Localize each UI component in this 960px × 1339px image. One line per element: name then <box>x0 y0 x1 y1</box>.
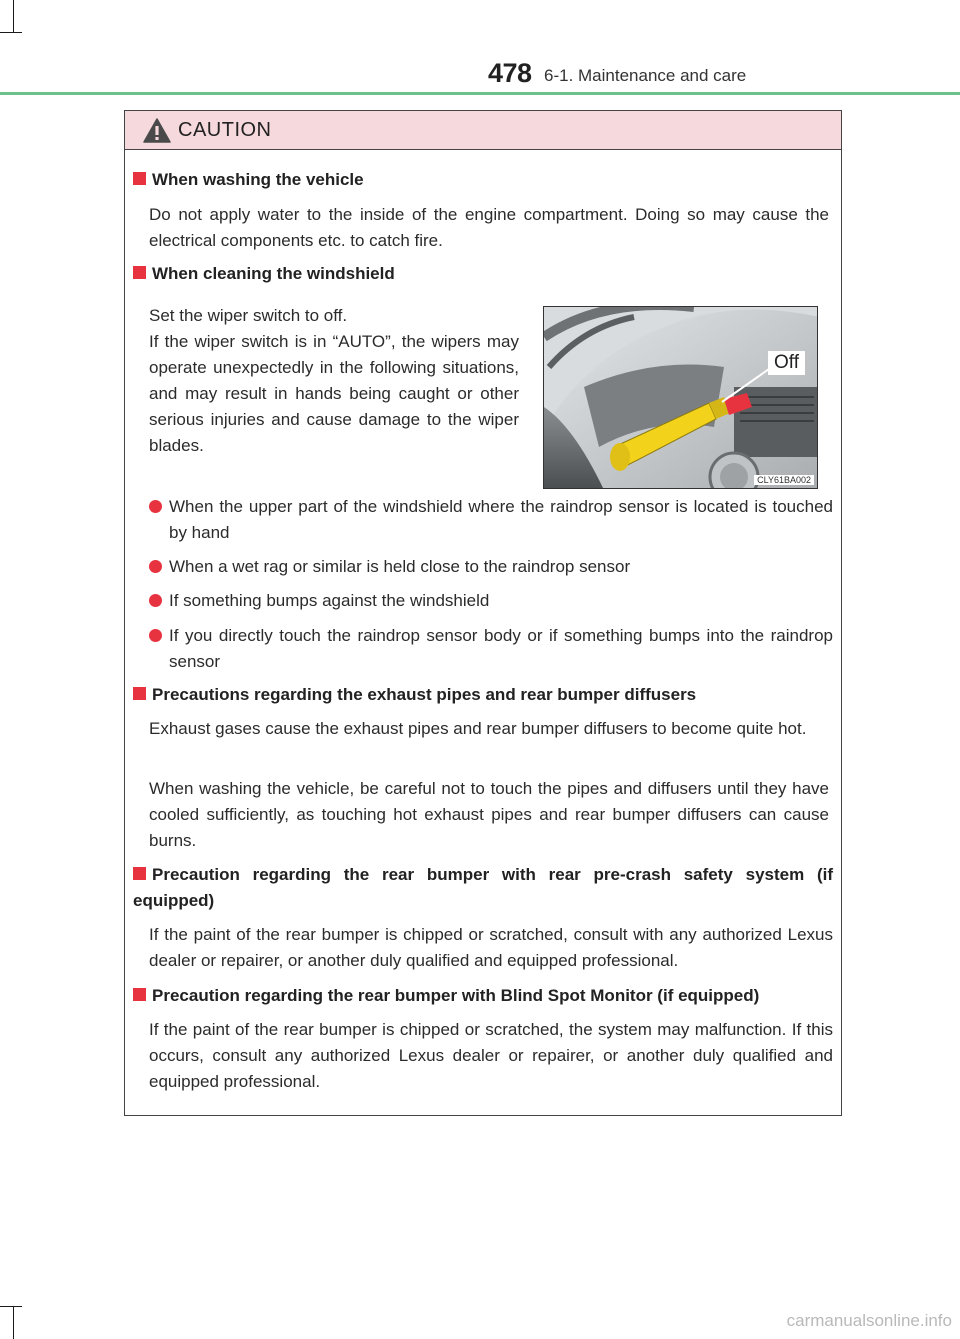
section-heading-precrash: Precaution regarding the rear bumper with rear pre-crash safety system (if equipped) <box>133 865 833 910</box>
paragraph-precrash: If the paint of the rear bumper is chipped or scratched, consult with any authorized Lexus dealer or repairer, or another duly qualified and equipped professional. <box>149 925 833 970</box>
paragraph-wiper-auto: If the wiper switch is in “AUTO”, the wipers may operate unexpectedly in the following situations, and may result in hands being caught or other serious injuries and cause damage to the wiper blades. <box>149 332 519 455</box>
bullet-item: When the upper part of the windshield where the raindrop sensor is located is touched by hand <box>169 494 833 546</box>
red-square-icon <box>133 988 146 1001</box>
crop-mark <box>13 0 14 32</box>
paragraph-wiper-off: Set the wiper switch to off. <box>149 306 348 325</box>
section-heading-bsm: Precaution regarding the rear bumper with Blind Spot Monitor (if equipped) <box>133 983 759 1009</box>
crop-mark <box>0 32 22 33</box>
figure-code: CLY61BA002 <box>754 475 814 485</box>
caution-label: CAUTION <box>178 119 272 141</box>
wiper-switch-figure <box>543 306 818 489</box>
section-heading-windshield: When cleaning the windshield <box>133 261 395 287</box>
caution-box <box>124 110 842 1116</box>
section-heading-exhaust: Precautions regarding the exhaust pipes and rear bumper diffusers <box>133 682 696 708</box>
page-header <box>0 58 960 94</box>
bullet-item: When a wet rag or similar is held close to the raindrop sensor <box>169 554 833 580</box>
red-square-icon <box>133 687 146 700</box>
bullet-item: If you directly touch the raindrop sensor body or if something bumps into the raindrop sensor <box>169 623 833 675</box>
header-rule <box>0 92 960 95</box>
crop-mark <box>13 1306 14 1339</box>
paragraph-washing: Do not apply water to the inside of the engine compartment. Doing so may cause the electrical components etc. to catch fire. <box>149 205 829 250</box>
warning-triangle-icon <box>143 118 171 143</box>
red-square-icon <box>133 867 146 880</box>
bullet-dot-icon <box>149 560 162 573</box>
wiper-switch-illustration <box>544 307 818 489</box>
off-label: Off <box>768 351 805 375</box>
bullet-dot-icon <box>149 594 162 607</box>
paragraph-bsm: If the paint of the rear bumper is chipped or scratched, the system may malfunction. If this occurs, consult any authorized Lexus dealer or repairer, or another duly qualified and equipped professional. <box>149 1020 833 1091</box>
section-title: 6-1. Maintenance and care <box>544 66 747 85</box>
bullet-item: If something bumps against the windshield <box>169 588 833 614</box>
section-heading-washing: When washing the vehicle <box>133 167 364 193</box>
paragraph-exhaust-hot: Exhaust gases cause the exhaust pipes and rear bumper diffusers to become quite hot. <box>149 719 807 738</box>
bullet-dot-icon <box>149 500 162 513</box>
red-square-icon <box>133 172 146 185</box>
page-number: 478 <box>488 58 532 88</box>
bullet-dot-icon <box>149 629 162 642</box>
paragraph-exhaust-washing: When washing the vehicle, be careful not to touch the pipes and diffusers until they have cooled sufficiently, as touching hot exhaust pipes and rear bumper diffusers can cause burns. <box>149 779 829 850</box>
watermark: carmanualsonline.info <box>786 1311 952 1330</box>
caution-header <box>125 111 841 150</box>
crop-mark <box>0 1306 22 1307</box>
red-square-icon <box>133 266 146 279</box>
